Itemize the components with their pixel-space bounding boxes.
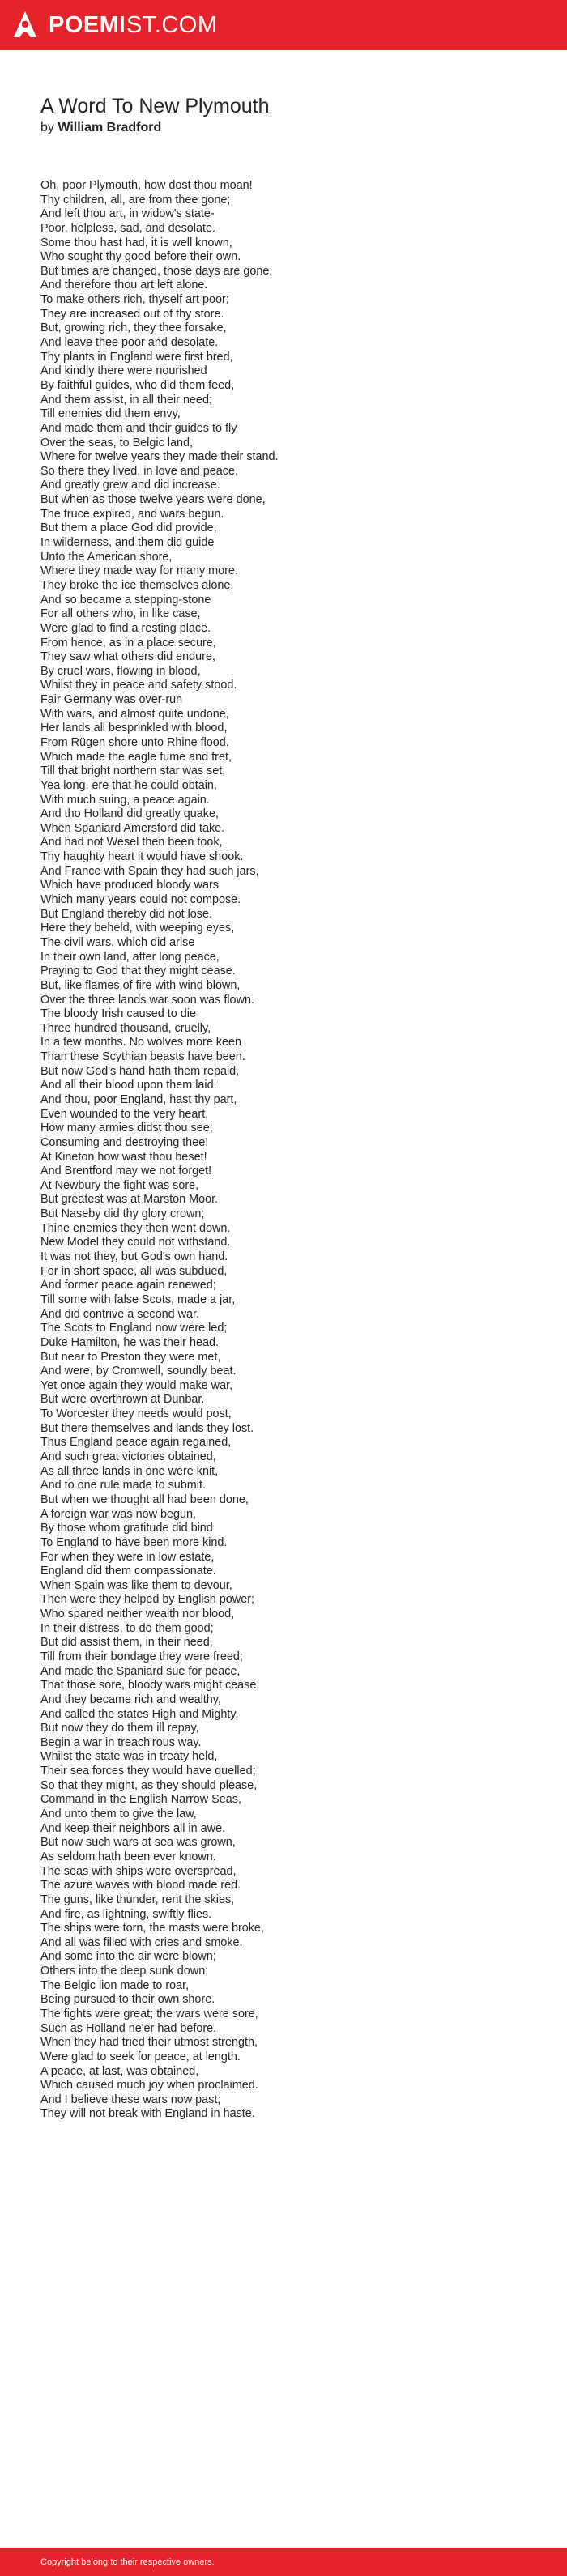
poem-line: The bloody Irish caused to die xyxy=(40,1007,196,1021)
site-footer xyxy=(0,2548,567,2576)
poem-line: And I believe these wars now past; xyxy=(40,2093,221,2106)
poem-line: Thy children, all, are from thee gone; xyxy=(40,193,231,207)
triangle-person-icon[interactable] xyxy=(13,11,37,38)
poem-line: But, like flames of fire with wind blown, xyxy=(40,978,241,992)
poem-line: So there they lived, in love and peace, xyxy=(40,464,239,478)
poem-line: And fire, as lightning, swiftly flies. xyxy=(40,1907,212,1921)
poem-line: Which have produced bloody wars xyxy=(40,879,219,892)
poem-line: And unto them to give the law, xyxy=(40,1807,197,1821)
poem-line: In wilderness, and them did guide xyxy=(40,536,215,550)
poem-line: Who spared neither wealth nor blood, xyxy=(40,1607,235,1621)
poem-line: It was not they, but God's own hand. xyxy=(40,1250,228,1264)
logo-text-bold: POEM xyxy=(49,12,120,38)
poem-line: Praying to God that they might cease. xyxy=(40,964,236,978)
poem-body xyxy=(40,179,543,2122)
poem-line: And called the states High and Mighty. xyxy=(40,1707,239,1721)
poem-line: But, growing rich, they thee forsake, xyxy=(40,321,227,335)
poem-line: Their sea forces they would have quelled; xyxy=(40,1765,256,1778)
poem-line: But now God's hand hath them repaid, xyxy=(40,1064,240,1078)
poem-line: They broke the ice themselves alone, xyxy=(40,578,234,592)
poem-line: At Kineton how wast thou beset! xyxy=(40,1150,207,1164)
poem-line: Oh, poor Plymouth, how dost thou moan! xyxy=(40,179,253,192)
poem-title: A Word To New Plymouth xyxy=(40,95,270,117)
poem-line: And did contrive a second war. xyxy=(40,1307,199,1321)
poem-line: Others into the deep sunk down; xyxy=(40,1965,209,1978)
poem-line: But England thereby did not lose. xyxy=(40,907,213,921)
poem-line: The Scots to England now were led; xyxy=(40,1322,228,1335)
poem-line: When Spaniard Amersford did take. xyxy=(40,821,225,835)
poem-line: To make others rich, thyself art poor; xyxy=(40,293,229,307)
poem-line: Who sought thy good before their own. xyxy=(40,250,241,264)
poem-line: Three hundred thousand, cruelly, xyxy=(40,1021,211,1035)
poem-line: The fights were great; the wars were sore, xyxy=(40,2008,258,2020)
poem-line: Whilst the state was in treaty held, xyxy=(40,1750,218,1764)
poem-line: And thou, poor England, hast thy part, xyxy=(40,1093,237,1106)
poem-line: Fair Germany was over-run xyxy=(40,693,183,707)
poem-line: The seas with ships were overspread, xyxy=(40,1864,237,1878)
poem-line: And they became rich and wealthy, xyxy=(40,1692,221,1706)
poem-line: Yet once again they would make war, xyxy=(40,1378,233,1392)
poem-line: Even wounded to the very heart. xyxy=(40,1107,209,1121)
poem-line: Being pursued to their own shore. xyxy=(40,1993,215,2007)
poem-line: At Newbury the fight was sore, xyxy=(40,1178,199,1192)
author-link[interactable]: William Bradford xyxy=(58,121,162,134)
poem-line: And all their blood upon them laid. xyxy=(40,1079,217,1092)
poem-line: So that they might, as they should please, xyxy=(40,1778,258,1792)
poem-line: England did them compassionate. xyxy=(40,1565,216,1578)
poem-line: That those sore, bloody wars might cease. xyxy=(40,1679,260,1692)
poem-line: Poor, helpless, sad, and desolate. xyxy=(40,221,216,235)
site-logo-link[interactable] xyxy=(49,12,218,38)
poem-line: But near to Preston they were met, xyxy=(40,1350,221,1364)
poem-line: But did assist them, in their need, xyxy=(40,1636,213,1650)
poem-line: With much suing, a peace again. xyxy=(40,793,210,807)
poem-line: And had not Wesel then been took, xyxy=(40,836,223,849)
poem-line: As all three lands in one were knit, xyxy=(40,1464,219,1478)
poem-line: A peace, at last, was obtained, xyxy=(40,2064,199,2078)
poem-line: Were glad to seek for peace, at length. xyxy=(40,2050,241,2063)
poem-line: Here they beheld, with weeping eyes, xyxy=(40,922,235,935)
poem-line: From hence, as in a place secure, xyxy=(40,636,216,649)
poem-line: Duke Hamilton, he was their head. xyxy=(40,1335,219,1349)
poem-line: Her lands all besprinkled with blood, xyxy=(40,722,228,735)
poem-line: Unto the American shore, xyxy=(40,550,173,564)
poem-line: Than these Scythian beasts have been. xyxy=(40,1050,245,1064)
logo-text-light: IST.COM xyxy=(119,12,218,38)
poem-line: The azure waves with blood made red. xyxy=(40,1879,241,1893)
poem-line: From Rügen shore unto Rhine flood. xyxy=(40,735,229,749)
poem-line: Thine enemies they then went down. xyxy=(40,1221,231,1235)
poem-line: Such as Holland ne'er had before. xyxy=(40,2021,217,2035)
poem-line: And Brentford may we not forget! xyxy=(40,1165,212,1178)
byline xyxy=(40,120,161,136)
poem-line: And made the Spaniard sue for peace, xyxy=(40,1664,241,1678)
poem-line: When Spain was like them to devour, xyxy=(40,1578,232,1592)
poem-line: And to one rule made to submit. xyxy=(40,1479,206,1492)
poem-line: And were, by Cromwell, soundly beat. xyxy=(40,1365,237,1378)
poem-line: And left thou art, in widow's state- xyxy=(40,207,215,221)
poem-line: A foreign war was now begun, xyxy=(40,1507,196,1521)
poem-line: Till some with false Scots, made a jar, xyxy=(40,1292,236,1306)
poem-line: But when we thought all had been done, xyxy=(40,1492,249,1506)
poem-line: To Worcester they needs would post, xyxy=(40,1407,232,1421)
poem-line: How many armies didst thou see; xyxy=(40,1122,213,1135)
poem-line: And kindly there were nourished xyxy=(40,364,207,378)
poem-line: When they had tried their utmost strength, xyxy=(40,2036,258,2050)
byline-prefix: by xyxy=(40,121,54,134)
poem-line: But there themselves and lands they lost. xyxy=(40,1421,254,1435)
poem-line: And them assist, in all their need; xyxy=(40,393,212,407)
poem-line: And such great victories obtained, xyxy=(40,1450,216,1464)
poem-line: Some thou hast had, it is well known, xyxy=(40,236,232,249)
poem-line: They saw what others did endure, xyxy=(40,650,215,664)
poem-line: Till from their bondage they were freed; xyxy=(40,1650,243,1663)
copyright-text: Copyright belong to their respective owners. xyxy=(40,2557,215,2567)
poem-line: And greatly grew and did increase. xyxy=(40,479,220,492)
poem-line: But Naseby did thy glory crown; xyxy=(40,1207,205,1221)
poem-line: Which made the eagle fume and fret, xyxy=(40,750,232,764)
poem-line: And therefore thou art left alone. xyxy=(40,279,208,292)
poem-line: For in short space, all was subdued, xyxy=(40,1264,228,1278)
poem-line: But when as those twelve years were done, xyxy=(40,493,266,507)
poem-line: Thus England peace again regained, xyxy=(40,1436,232,1450)
poem-line: Where they made way for many more. xyxy=(40,564,238,578)
poem-line: But were overthrown at Dunbar. xyxy=(40,1393,205,1407)
poem-line: But now such wars at sea was grown, xyxy=(40,1836,236,1850)
poem-line: With wars, and almost quite undone, xyxy=(40,707,229,721)
poem-line: Then were they helped by English power; xyxy=(40,1593,254,1607)
poem-line: Begin a war in treach'rous way. xyxy=(40,1735,202,1749)
poem-line: The truce expired, and wars begun. xyxy=(40,507,224,521)
poem-line: Yea long, ere that he could obtain, xyxy=(40,778,217,792)
poem-line: In their own land, after long peace, xyxy=(40,950,220,964)
poem-line: And made them and their guides to fly xyxy=(40,421,237,435)
poem-line: As seldom hath been ever known. xyxy=(40,1850,216,1863)
poem-line: To England to have been more kind. xyxy=(40,1535,228,1549)
poem-line: And France with Spain they had such jars, xyxy=(40,864,259,878)
poem-line: Thy plants in England were first bred, xyxy=(40,350,233,364)
poem-line: Whilst they in peace and safety stood. xyxy=(40,679,237,692)
poem-line: In their distress, to do them good; xyxy=(40,1621,214,1635)
poem-line: And tho Holland did greatly quake, xyxy=(40,807,220,821)
poem-line: Which caused much joy when proclaimed. xyxy=(40,2079,258,2093)
poem-line: But greatest was at Marston Moor. xyxy=(40,1193,219,1207)
poem-line: Till that bright northern star was set, xyxy=(40,764,226,778)
poem-line: By faithful guides, who did them feed, xyxy=(40,378,235,392)
poem-line: The ships were torn, the masts were broke, xyxy=(40,1922,264,1935)
poem-line: The Belgic lion made to roar, xyxy=(40,1978,190,1992)
poem-line: The civil wars, which did arise xyxy=(40,935,195,949)
poem-line: Command in the English Narrow Seas, xyxy=(40,1793,241,1807)
poem-line: New Model they could not withstand. xyxy=(40,1236,231,1250)
poem-line: But them a place God did provide, xyxy=(40,522,217,535)
poem-line: And so became a stepping-stone xyxy=(40,593,211,607)
poem-line: Where for twelve years they made their stand. xyxy=(40,450,279,464)
poem-line: And some into the air were blown; xyxy=(40,1950,216,1964)
poem-line: And former peace again renewed; xyxy=(40,1279,216,1292)
poem-line: And keep their neighbors all in awe. xyxy=(40,1821,225,1835)
poem-line: And leave thee poor and desolate. xyxy=(40,336,219,350)
site-header xyxy=(0,0,567,50)
poem-line: For when they were in low estate, xyxy=(40,1550,215,1564)
poem-line: Thy haughty heart it would have shook. xyxy=(40,850,244,864)
poem-line: By those whom gratitude did bind xyxy=(40,1522,213,1535)
poem-line: And all was filled with cries and smoke. xyxy=(40,1935,243,1949)
poem-line: By cruel wars, flowing in blood, xyxy=(40,664,201,678)
poem-line: They are increased out of thy store. xyxy=(40,307,224,321)
poem-line: They will not break with England in haste. xyxy=(40,2107,255,2121)
poem-line: In a few months. No wolves more keen xyxy=(40,1036,241,1050)
poem-line: Were glad to find a resting place. xyxy=(40,621,211,635)
poem-line: But times are changed, those days are gone, xyxy=(40,264,273,278)
poem-line: But now they do them ill repay, xyxy=(40,1722,199,1735)
poem-line: Till enemies did them envy, xyxy=(40,407,181,421)
poem-line: For all others who, in like case, xyxy=(40,607,201,621)
poem-line: Consuming and destroying thee! xyxy=(40,1135,209,1149)
poem-line: Over the seas, to Belgic land, xyxy=(40,436,193,449)
poem-line: The guns, like thunder, rent the skies, xyxy=(40,1893,235,1906)
poem-line: Which many years could not compose. xyxy=(40,893,241,907)
poem-line: Over the three lands war soon was flown. xyxy=(40,993,254,1007)
